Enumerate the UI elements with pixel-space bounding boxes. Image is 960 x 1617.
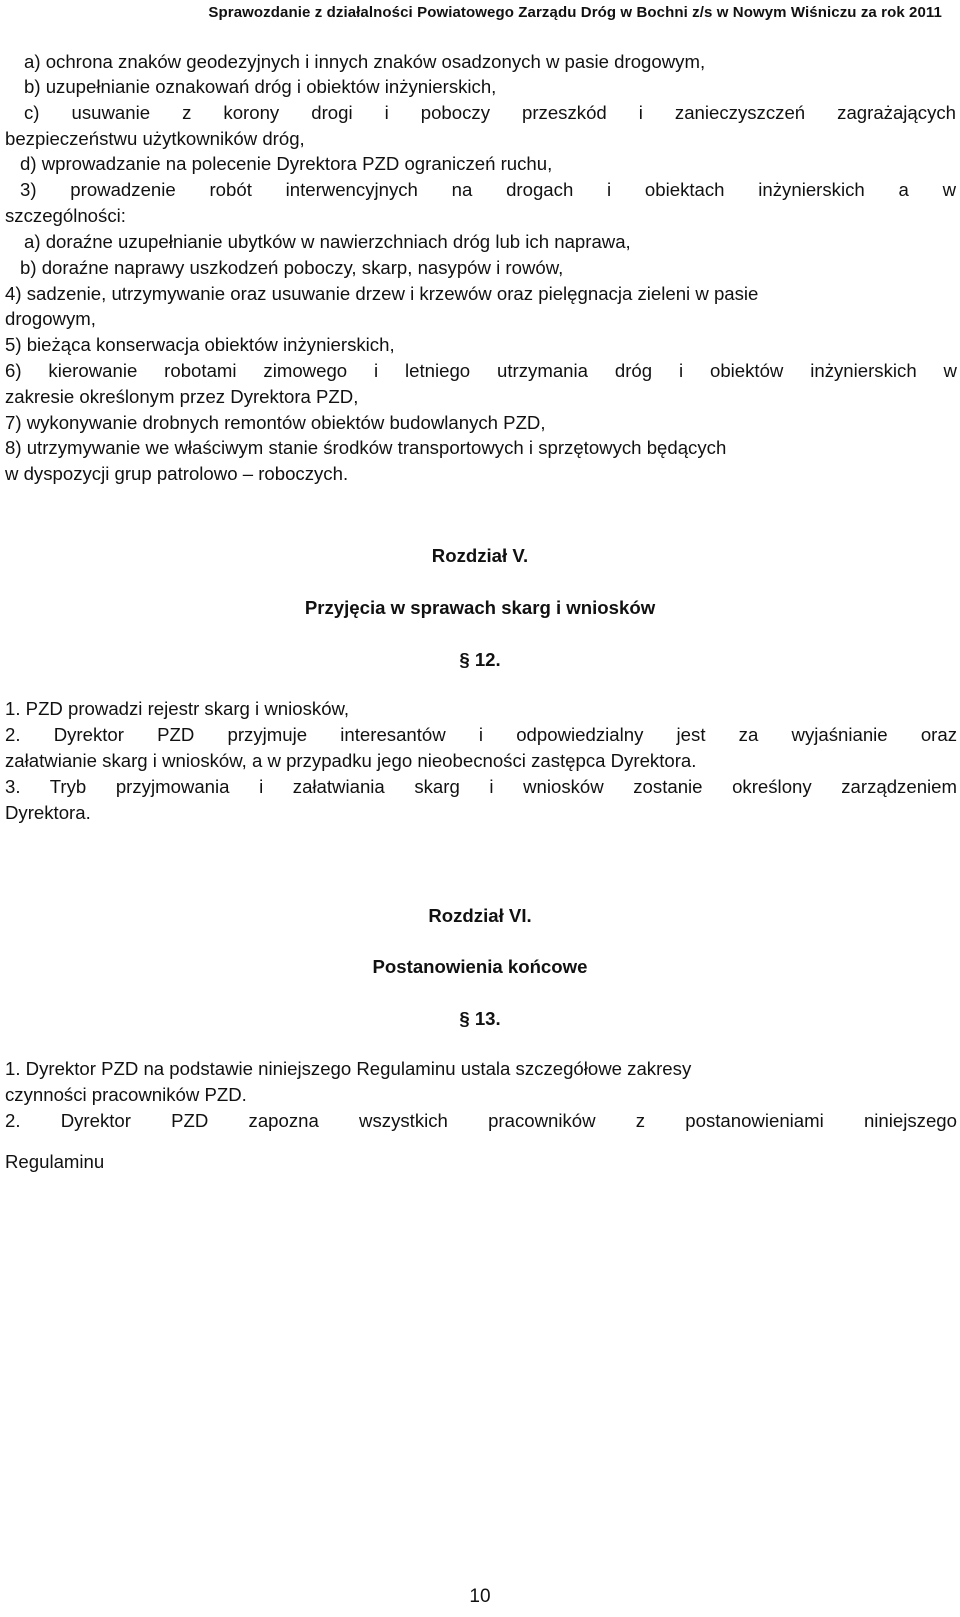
list-item: 4) sadzenie, utrzymywanie oraz usuwanie drzew i krzewów oraz pielęgnacja zieleni w pasie — [5, 283, 759, 304]
page-number: 10 — [469, 1586, 491, 1607]
list-item: drogowym, — [5, 308, 96, 329]
chapter-title: Rozdział V. — [431, 545, 529, 566]
paragraph-line: Regulaminu — [5, 1151, 105, 1172]
paragraph-line: 2. Dyrektor PZD przyjmuje interesantów i odpowiedzialny jest za wyjaśnianie oraz — [5, 724, 957, 745]
list-item: a) ochrona znaków geodezyjnych i innych znaków osadzonych w pasie drogowym, — [24, 51, 706, 72]
list-item: b) uzupełnianie oznakowań dróg i obiektów inżynierskich, — [24, 76, 497, 97]
list-item: 8) utrzymywanie we właściwym stanie środków transportowych i sprzętowych będących — [5, 437, 727, 458]
paragraph-line: czynności pracowników PZD. — [5, 1084, 247, 1105]
list-item: 5) bieżąca konserwacja obiektów inżynierskich, — [5, 334, 395, 355]
chapter-subtitle: Przyjęcia w sprawach skarg i wniosków — [304, 597, 656, 618]
paragraph-line: Dyrektora. — [5, 802, 91, 823]
list-item: c) usuwanie z korony drogi i poboczy przeszkód i zanieczyszczeń zagrażających — [24, 102, 956, 123]
section-number: § 13. — [459, 1008, 501, 1029]
list-item: 6) kierowanie robotami zimowego i letniego utrzymania dróg i obiektów inżynierskich w — [5, 360, 957, 381]
running-header: Sprawozdanie z działalności Powiatowego Zarządu Dróg w Bochni z/s w Nowym Wiśniczu za rok 2011 — [208, 4, 942, 21]
list-item: a) doraźne uzupełnianie ubytków w nawierzchniach dróg lub ich naprawa, — [24, 231, 631, 252]
list-item: bezpieczeństwu użytkowników dróg, — [5, 128, 305, 149]
chapter-title: Rozdział VI. — [428, 905, 532, 926]
paragraph-line: 2. Dyrektor PZD zapozna wszystkich pracowników z postanowieniami niniejszego — [5, 1110, 957, 1131]
list-item: w dyspozycji grup patrolowo – roboczych. — [5, 463, 349, 484]
list-item: b) doraźne naprawy uszkodzeń poboczy, skarp, nasypów i rowów, — [20, 257, 564, 278]
list-item: szczególności: — [5, 205, 126, 226]
paragraph-line: załatwianie skarg i wniosków, a w przypadku jego nieobecności zastępca Dyrektora. — [5, 750, 697, 771]
list-item: 3) prowadzenie robót interwencyjnych na drogach i obiektach inżynierskich a w — [20, 179, 956, 200]
paragraph-line: 3. Tryb przyjmowania i załatwiania skarg i wniosków zostanie określony zarządzeniem — [5, 776, 957, 797]
paragraph-line: 1. Dyrektor PZD na podstawie niniejszego Regulaminu ustala szczegółowe zakresy — [5, 1058, 692, 1079]
paragraph-line: 1. PZD prowadzi rejestr skarg i wniosków, — [5, 698, 350, 719]
list-item: d) wprowadzanie na polecenie Dyrektora PZD ograniczeń ruchu, — [20, 153, 553, 174]
list-item: 7) wykonywanie drobnych remontów obiektów budowlanych PZD, — [5, 412, 546, 433]
section-number: § 12. — [459, 649, 501, 670]
chapter-subtitle: Postanowienia końcowe — [372, 956, 588, 977]
list-item: zakresie określonym przez Dyrektora PZD, — [5, 386, 359, 407]
